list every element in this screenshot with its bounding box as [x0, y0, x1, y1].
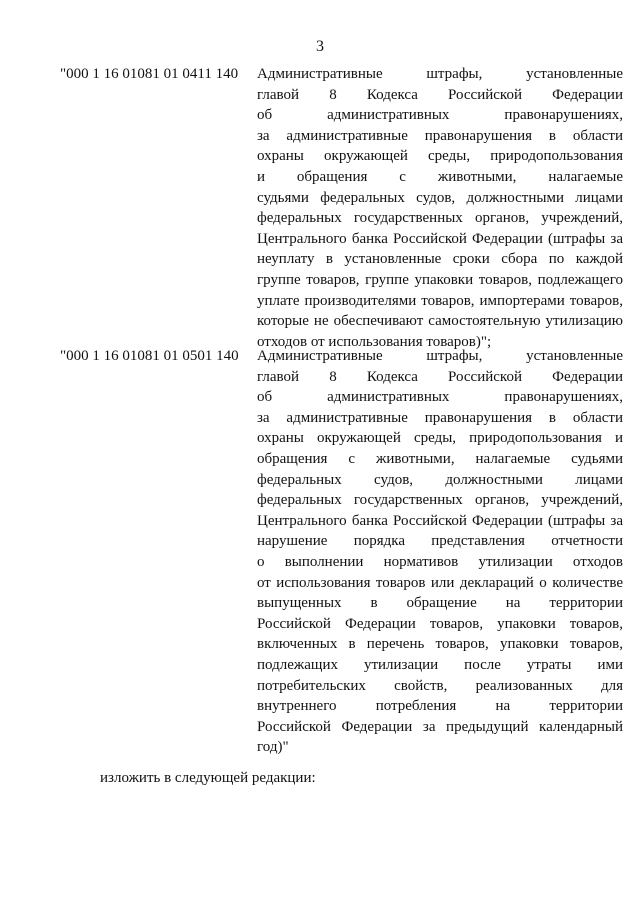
text-line: неуплату в установленные сроки сбора по каждой	[257, 251, 623, 268]
text-line: главой 8 Кодекса Российской Федерации	[257, 86, 623, 103]
text-line: нарушение порядка представления отчетности	[257, 533, 623, 550]
text-line: уплате производителями товаров, импортерами товаров,	[257, 292, 623, 309]
text-line: выпущенных в обращение на территории	[257, 595, 623, 612]
text-line: за административные правонарушения в области	[257, 409, 623, 426]
text-line: федеральных государственных органов, учреждений,	[257, 492, 623, 509]
text-line: Административные штрафы, установленные	[257, 66, 623, 82]
text-line: Административные штрафы, установленные	[257, 348, 623, 364]
page-number: 3	[316, 38, 324, 55]
text-line: охраны окружающей среды, природопользования	[257, 148, 623, 165]
text-line: и обращения с животными, налагаемые	[257, 168, 623, 185]
text-line: включенных в перечень товаров, упаковки товаров,	[257, 636, 623, 653]
text-line: за административные правонарушения в области	[257, 127, 623, 144]
text-line: от использования товаров или деклараций о количестве	[257, 574, 623, 591]
text-line: обращения с животными, налагаемые судьями	[257, 450, 623, 467]
text-line: год)"	[257, 739, 289, 756]
text-line: отходов от использования товаров)";	[257, 333, 492, 350]
text-line: охраны окружающей среды, природопользования и	[257, 430, 623, 447]
budget-classification-code: "000 1 16 01081 01 0411 140	[60, 66, 239, 82]
text-line: об административных правонарушениях,	[257, 389, 623, 406]
text-line: федеральных государственных органов, учреждений,	[257, 210, 623, 227]
text-line: главой 8 Кодекса Российской Федерации	[257, 368, 623, 385]
text-line: Центрального банка Российской Федерации (штрафы за	[257, 512, 623, 529]
text-line: группе товаров, группе упаковки товаров, подлежащего	[257, 271, 623, 288]
budget-classification-code: "000 1 16 01081 01 0501 140	[60, 348, 239, 364]
text-line: потребительских свойств, реализованных для	[257, 677, 623, 694]
entry-description	[257, 346, 623, 758]
text-line: Российской Федерации за предыдущий календарный	[257, 718, 623, 735]
text-line: судьями федеральных судов, должностными лицами	[257, 189, 623, 206]
text-line: о выполнении нормативов утилизации отходов	[257, 553, 623, 570]
text-line: внутреннего потребления на территории	[257, 698, 623, 715]
text-line: которые не обеспечивают самостоятельную утилизацию	[257, 313, 623, 330]
text-line: подлежащих утилизации после утраты ими	[257, 656, 623, 673]
instruction-text: изложить в следующей редакции:	[100, 770, 316, 786]
text-line: федеральных судов, должностными лицами	[257, 471, 623, 488]
text-line: об административных правонарушениях,	[257, 107, 623, 124]
text-line: Российской Федерации товаров, упаковки товаров,	[257, 615, 623, 632]
entry-description	[257, 64, 623, 352]
text-line: Центрального банка Российской Федерации (штрафы за	[257, 230, 623, 247]
